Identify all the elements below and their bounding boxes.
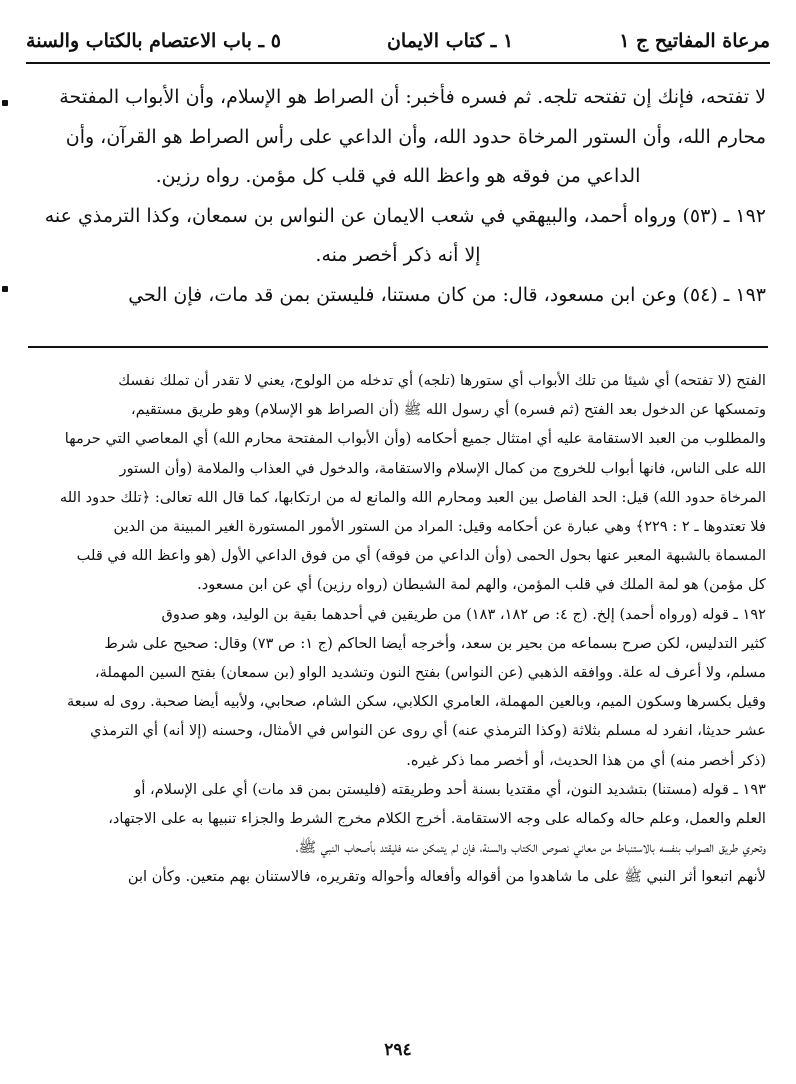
commentary-line: فلا تعتدوها ـ ٢ : ٢٢٩﴾ وهي عبارة عن أحكامه وقيل: المراد من الستور الأمور المستورة الغير المبينة من الدين bbox=[113, 518, 766, 536]
margin-mark bbox=[2, 100, 8, 106]
commentary-line: والمطلوب من العبد الاستقامة عليه أي امتثال جميع أحكامه (وأن الأبواب المفتحة محارم الله) أي المعاصي التي حرمها bbox=[64, 430, 766, 448]
page-number: ٢٩٤ bbox=[384, 1040, 412, 1060]
section-divider bbox=[28, 346, 768, 348]
text-line: لا تفتحه، فإنك إن تفتحه تلجه. ثم فسره فأخبر: أن الصراط هو الإسلام، وأن الأبواب المفتحة bbox=[59, 86, 766, 108]
chapter-title: ١ ـ كتاب الايمان bbox=[386, 30, 514, 52]
commentary-line: الله على الناس، فانها أبواب للخروج من كمال الإسلام والاستقامة، والدخول في العذاب والملامة (وأن الستور bbox=[119, 459, 766, 477]
commentary-line: كثير التدليس، لكن صرح بسماعه من بحير بن سعد، وأخرجه أيضا الحاكم (ج ١: ص ٧٣) وقال: صحيح على شرط bbox=[104, 634, 766, 652]
commentary-line: العلم والعمل، وعلم حاله وكماله على وجه الاستقامة. أخرج الكلام مخرج الشرط والجزاء تنبيها به على الاجتهاد، bbox=[108, 810, 766, 828]
running-header bbox=[26, 20, 770, 64]
commentary-line: (ذكر أخصر منه) أي من هذا الحديث، أو أخصر مما ذكر غيره. bbox=[406, 751, 766, 769]
commentary-line: وقيل بكسرها وسكون الميم، وبالعين المهملة، العامري الكلابي، سكن الشام، صحابي، ولأبيه أيضا صحبة. روى له سبعة bbox=[66, 693, 766, 711]
text-line: إلا أنه ذكر أخصر منه. bbox=[315, 244, 481, 266]
text-line: ١٩٣ ـ (٥٤) وعن ابن مسعود، قال: من كان مستنا، فليستن بمن قد مات، فإن الحي bbox=[128, 283, 766, 306]
commentary-line: الفتح (لا تفتحه) أي شيئا من تلك الأبواب أي ستورها (تلجه) أي تدخله من الولوج، يعني لا تقدر أن تملك نفسك bbox=[118, 372, 766, 389]
text-line: محارم الله، وأن الستور المرخاة حدود الله، وأن الداعي على رأس الصراط هو القرآن، وأن bbox=[65, 125, 766, 148]
text-line: الداعي من فوقه هو واعظ الله في قلب كل مؤمن. رواه رزين. bbox=[155, 165, 641, 187]
commentary-text bbox=[30, 366, 766, 892]
section-title: ٥ ـ باب الاعتصام بالكتاب والسنة bbox=[26, 30, 281, 52]
commentary-line: لأنهم اتبعوا أثر النبي ﷺ على ما شاهدوا من أقواله وأفعاله وأحواله وتقريره، فالاستنان بهم متعين. وكأن ابن bbox=[127, 868, 766, 886]
commentary-line: كل مؤمن) هو لمة الملك في قلب المؤمن، والهم لمة الشيطان (رواه رزين) أي عن ابن مسعود. bbox=[197, 576, 766, 594]
margin-mark bbox=[2, 286, 8, 292]
commentary-line: المسماة بالشبهة المعبر عنها بحول الحمى (وأن الداعي من فوقه) أي من فوق الداعي الأول (هو واعظ الله في قلب bbox=[76, 547, 766, 565]
book-title: مرعاة المفاتيح ج ١ bbox=[619, 30, 770, 52]
commentary-line: وتحري طريق الصواب بنفسه بالاستنباط من معاني نصوص الكتاب والسنة، فإن لم يتمكن منه فليقتد بأصحاب النبي ﷺ، bbox=[295, 839, 766, 857]
commentary-line: مسلم، ولا أعرف له علة. ووافقه الذهبي (عن النواس) بفتح النون وتشديد الواو (بن سمعان) بفتح السين المهملة، bbox=[94, 664, 766, 682]
commentary-line: المرخاة حدود الله) قيل: الحد الفاصل بين العبد ومحارم الله والمانع له من ارتكابها، كما قال الله تعالى: ﴿تلك حدود الله bbox=[59, 488, 766, 506]
commentary-line: ١٩٢ ـ قوله (ورواه أحمد) إلخ. (ج ٤: ص ١٨٢، ١٨٣) من طريقين في أحدهما بقية بن الوليد، وهو صدوق bbox=[161, 605, 766, 623]
text-line: ١٩٢ ـ (٥٣) ورواه أحمد، والبيهقي في شعب الايمان عن النواس بن سمعان، وكذا الترمذي عنه bbox=[44, 204, 766, 227]
hadith-text bbox=[30, 78, 766, 315]
commentary-line: عشر حديثا، انفرد له مسلم بثلاثة (وكذا الترمذي عنه) أي روى عن النواس في الأمثال، وحسنه (إلا أنه) أي الترمذي bbox=[90, 722, 766, 740]
commentary-line: وتمسكها عن الدخول بعد الفتح (ثم فسره) أي رسول الله ﷺ (أن الصراط هو الإسلام) وهو طريق مستقيم، bbox=[131, 401, 766, 419]
commentary-line: ١٩٣ ـ قوله (مستنا) بتشديد النون، أي مقتديا بسنة أحد وطريقته (فليستن بمن قد مات) أي على الإسلام، أو bbox=[134, 780, 766, 798]
